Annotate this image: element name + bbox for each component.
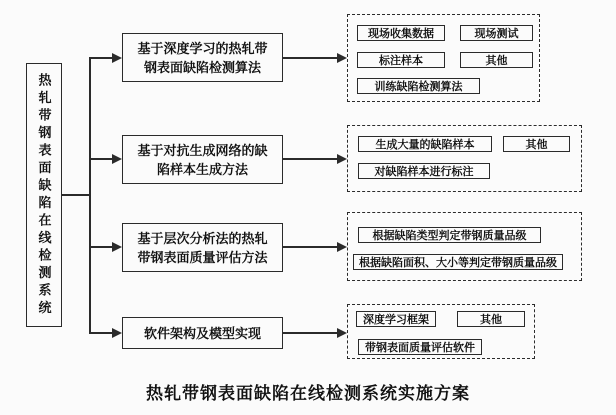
task-node: 现场测试 [460,25,533,41]
branch-node-1-label-line2: 钢表面缺陷检测算法 [143,59,261,75]
task-node: 对缺陷样本进行标注 [358,163,490,179]
branch-node-2 [122,135,283,184]
arrow-right-icon [112,53,122,63]
branch-node-3-label-line1: 基于层次分析法的热轧 [137,230,268,246]
task-node: 其他 [460,52,533,68]
arrow-right-icon [112,154,122,164]
branch-connector-3 [283,246,338,248]
arrow-right-icon [337,242,347,252]
root-node [26,63,62,327]
branch-line-4 [89,332,113,334]
arrow-right-icon [112,242,122,252]
root-connector-line [62,194,90,196]
task-node: 带钢表面质量评估软件 [358,339,482,355]
branch-line-1 [89,57,113,59]
branch-node-3-label-line2: 带钢表面质量评估方法 [137,249,268,265]
branch-node-1-label-line1: 基于深度学习的热轧带 [137,40,268,56]
branch-node-2-label-line1: 基于对抗生成网络的缺 [137,142,268,158]
branch-node-4 [122,317,283,349]
task-group-3 [347,212,582,281]
branch-line-2 [89,158,113,160]
branch-node-4-label-line1: 软件架构及模型实现 [143,325,261,341]
task-node: 深度学习框架 [356,311,436,327]
diagram-caption: 热轧带钢表面缺陷在线检测系统实施方案 [146,384,470,403]
branch-node-3 [122,223,283,272]
task-node: 根据缺陷面积、大小等判定带钢质量品级 [353,254,563,270]
task-node: 标注样本 [357,52,445,68]
branch-node-2-label-line2: 陷样本生成方法 [156,161,248,177]
arrow-right-icon [337,154,347,164]
branch-connector-1 [283,57,338,59]
task-node: 现场收集数据 [357,25,445,41]
arrow-right-icon [112,328,122,338]
branch-connector-4 [283,332,338,334]
task-node: 生成大量的缺陷样本 [358,136,492,152]
task-node: 其他 [503,136,570,152]
root-node-label: 热轧带钢表面缺陷在线检测系统 [36,72,52,318]
branch-node-1 [122,33,283,82]
arrow-right-icon [337,53,347,63]
task-node: 其他 [457,311,525,327]
branch-line-3 [89,246,113,248]
task-node: 根据缺陷类型判定带钢质量品级 [358,227,541,243]
arrow-right-icon [337,328,347,338]
branch-connector-2 [283,158,338,160]
task-node: 训练缺陷检测算法 [357,78,480,94]
trunk-line [89,57,91,334]
